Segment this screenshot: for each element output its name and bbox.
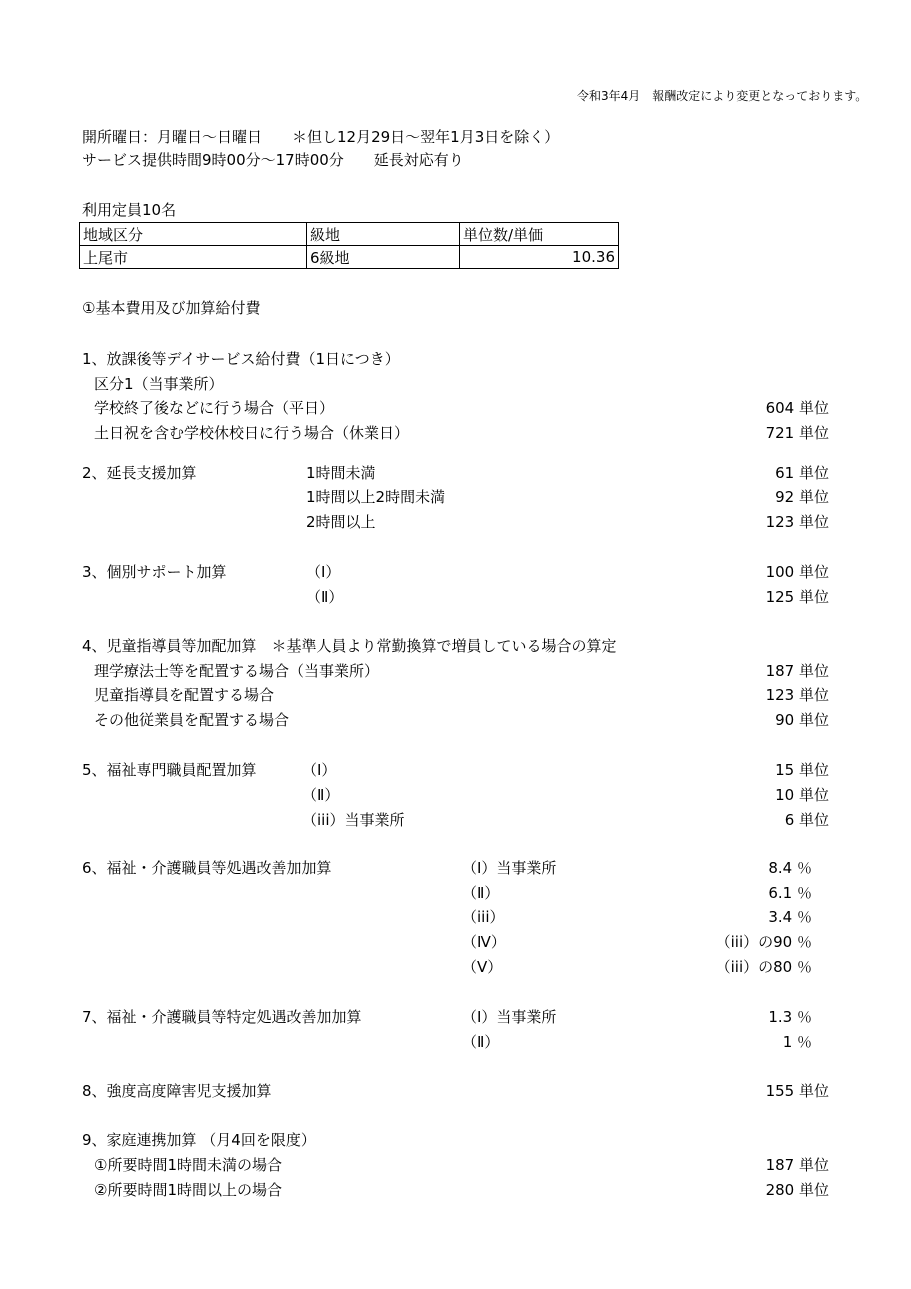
section-title: ①基本費用及び加算給付費: [82, 299, 261, 317]
region-header-area: 地域区分: [80, 223, 307, 246]
s2-item-label: 2時間以上: [306, 513, 376, 531]
s5-item-label: （Ⅱ）: [302, 786, 340, 804]
s1-sub: 区分1（当事業所）: [94, 375, 224, 393]
s9-item-value: 280 単位: [765, 1181, 829, 1199]
s5-item-label: （iii）当事業所: [302, 811, 405, 829]
s8-title: 8、強度高度障害児支援加算: [82, 1082, 272, 1100]
s4-title: 4、児童指導員等加配加算 ＊基準人員より常勤換算で増員している場合の算定: [82, 637, 617, 655]
open-days-text: 開所曜日：月曜日～日曜日 ＊但し12月29日～翌年1月3日を除く）: [82, 128, 560, 146]
s6-item-label: （Ⅴ）: [462, 958, 503, 976]
s1-item-label: 学校終了後などに行う場合（平日）: [94, 399, 335, 417]
s1-item-label: 土日祝を含む学校休校日に行う場合（休業日）: [94, 424, 410, 442]
s6-item-value: （iii）の80 ％: [715, 958, 812, 976]
s2-title: 2、延長支援加算: [82, 464, 197, 482]
s3-title: 3、個別サポート加算: [82, 563, 227, 581]
s6-item-value: （iii）の90 ％: [715, 933, 812, 951]
revision-notice: 令和3年4月 報酬改定により変更となっております。: [577, 89, 868, 103]
s4-item-value: 123 単位: [765, 686, 829, 704]
s2-item-label: 1時間未満: [306, 464, 376, 482]
region-header-unit-price: 単位数/単価: [460, 223, 619, 246]
s6-title: 6、福祉・介護職員等処遇改善加加算: [82, 859, 332, 877]
s6-item-value: 8.4 ％: [768, 859, 812, 877]
s9-item-value: 187 単位: [765, 1156, 829, 1174]
s3-item-value: 100 単位: [765, 563, 829, 581]
s7-item-value: 1.3 ％: [768, 1008, 812, 1026]
s5-title: 5、福祉専門職員配置加算: [82, 761, 257, 779]
s7-item-label: （Ⅱ）: [462, 1033, 500, 1051]
s3-item-label: （Ⅱ）: [306, 588, 344, 606]
region-cell-grade: 6級地: [307, 246, 460, 269]
s7-item-label: （Ⅰ）当事業所: [462, 1008, 557, 1026]
region-table-row: [80, 246, 619, 269]
s6-item-value: 6.1 ％: [768, 884, 812, 902]
region-header-grade: 級地: [307, 223, 460, 246]
region-table: [79, 222, 619, 269]
s6-item-label: （Ⅰ）当事業所: [462, 859, 557, 877]
s2-item-value: 92 単位: [775, 488, 829, 506]
region-cell-area: 上尾市: [80, 246, 307, 269]
s1-title: 1、放課後等デイサービス給付費（1日につき）: [82, 350, 400, 368]
s7-item-value: 1 ％: [782, 1033, 812, 1051]
s5-item-value: 15 単位: [775, 761, 829, 779]
s7-title: 7、福祉・介護職員等特定処遇改善加加算: [82, 1008, 362, 1026]
s1-item-value: 604 単位: [765, 399, 829, 417]
s4-item-label: 理学療法士等を配置する場合（当事業所）: [94, 662, 380, 680]
s6-item-label: （Ⅳ）: [462, 933, 506, 951]
s6-item-label: （iii）: [462, 908, 505, 926]
s6-item-label: （Ⅱ）: [462, 884, 500, 902]
region-table-header-row: [80, 223, 619, 246]
s3-item-label: （Ⅰ）: [306, 563, 341, 581]
s5-item-value: 10 単位: [775, 786, 829, 804]
region-cell-unit-price: 10.36: [460, 246, 619, 269]
s8-value: 155 単位: [765, 1082, 829, 1100]
s9-item-label: ②所要時間1時間以上の場合: [94, 1181, 282, 1199]
s3-item-value: 125 単位: [765, 588, 829, 606]
s1-item-value: 721 単位: [765, 424, 829, 442]
s4-item-label: 児童指導員を配置する場合: [94, 686, 275, 704]
s4-item-value: 187 単位: [765, 662, 829, 680]
s4-item-value: 90 単位: [775, 711, 829, 729]
service-time-text: サービス提供時間9時00分～17時00分 延長対応有り: [82, 151, 464, 169]
s2-item-label: 1時間以上2時間未満: [306, 488, 446, 506]
s9-title: 9、家庭連携加算 （月4回を限度）: [82, 1131, 316, 1149]
s5-item-value: 6 単位: [784, 811, 829, 829]
capacity-text: 利用定員10名: [82, 201, 177, 219]
s6-item-value: 3.4 ％: [768, 908, 812, 926]
s4-item-label: その他従業員を配置する場合: [94, 711, 290, 729]
s9-item-label: ①所要時間1時間未満の場合: [94, 1156, 282, 1174]
s2-item-value: 61 単位: [775, 464, 829, 482]
s2-item-value: 123 単位: [765, 513, 829, 531]
s5-item-label: （Ⅰ）: [302, 761, 337, 779]
